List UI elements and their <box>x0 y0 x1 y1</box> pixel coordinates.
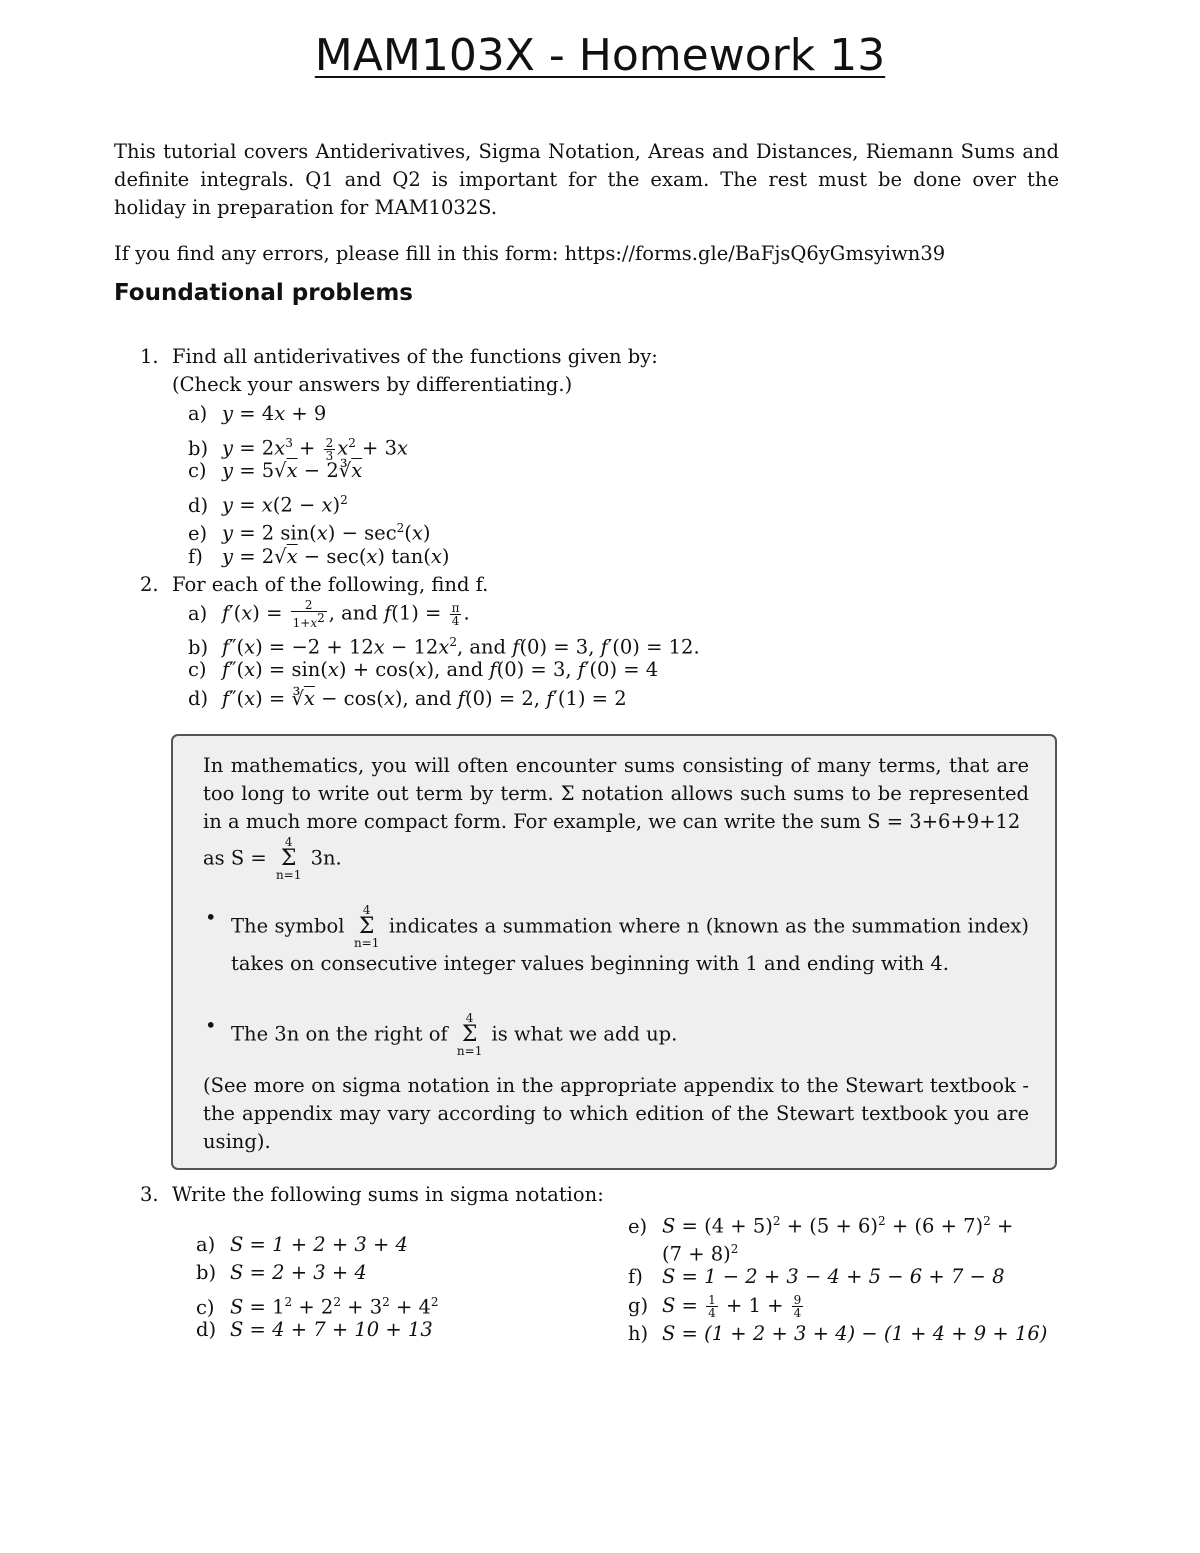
q3-item-e-cont: $(7 + 8)^2$ <box>662 1242 739 1266</box>
q1-item-e: e) y = 2 $\sin(x) - \sec^2(x)$ <box>188 521 431 545</box>
q3-item-d: d) S = 4 + 7 + 10 + 13 <box>196 1318 433 1341</box>
sigma-symbol: 4 Σ n=1 <box>456 1011 483 1058</box>
sigma-notation-box <box>171 734 1057 1170</box>
q1-item-a: a) y = 4x + 9 <box>188 402 327 425</box>
q2-item-a: a) f′(x) = $\frac{2}{1+x^2}$ , and f(1) = $\frac{\pi}{4}$ . <box>188 598 470 630</box>
q3-item-a: a) S = 1 + 2 + 3 + 4 <box>196 1233 408 1256</box>
q3-item-e: e) $S = (4 + 5)^2 + (5 + 6)^2 + (6 + 7)^2$ + <box>628 1214 1014 1238</box>
box-paragraph-2: (See more on sigma notation in the appropriate appendix to the Stewart textbook - the appendix may vary according to which edition of the Stewart textbook you are using). <box>203 1074 1029 1153</box>
question-1-note: (Check your answers by differentiating.) <box>172 373 573 396</box>
box-example-line: as S = 4 Σ n=1 3n. <box>203 835 342 882</box>
intro-paragraph: This tutorial covers Antiderivatives, Sigma Notation, Areas and Distances, Riemann Sums and definite integrals. Q1 and Q2 is important for the exam. The rest must be done over the holiday in preparation for MAM1032S. <box>114 140 1059 219</box>
q3-item-f: f) S = 1 − 2 + 3 − 4 + 5 − 6 + 7 − 8 <box>628 1265 1005 1288</box>
errors-form-line[interactable]: If you find any errors, please fill in this form: https://forms.gle/BaFjsQ6yGmsyiwn39 <box>114 242 946 265</box>
section-title: Foundational problems <box>114 280 413 306</box>
question-2: 2. For each of the following, find f. <box>140 573 489 596</box>
page-title: MAM103X - Homework 13 <box>314 30 886 81</box>
q3-item-g: g) S = $\frac{1}{4}$ + 1 + $\frac{9}{4}$ <box>628 1293 802 1320</box>
q3-item-c: c) $S = 1^2 + 2^2 + 3^2 + 4^2$ <box>196 1295 439 1319</box>
box-bullet-2: • The 3n on the right of 4 Σ n=1 is what we add up. <box>231 1012 1029 1058</box>
q2-item-c: c) f″(x) = sin(x) + cos(x), and f(0) = 3, f′(0) = 4 <box>188 658 659 681</box>
box-paragraph-1: In mathematics, you will often encounter sums consisting of many terms, that are too long to write out term by term. Σ notation allows such sums to be represented in a much more compact form. For example, we can write the sum S = 3+6+9+12 <box>203 754 1029 833</box>
q1-item-d: d) $y = x(2 - x)^2$ <box>188 493 348 517</box>
sigma-symbol: 4 Σ n=1 <box>353 903 380 950</box>
q1-item-b: b) $y = 2x^3$ + $\frac{2}{3}$ $x^2 + 3x$ <box>188 435 409 463</box>
q1-item-c: c) $y = 5√x - 2∛\overline{x}$ <box>188 459 363 482</box>
question-1: 1. Find all antiderivatives of the functions given by: <box>140 345 658 368</box>
q3-item-b: b) S = 2 + 3 + 4 <box>196 1261 367 1284</box>
q2-item-d: d) $f''(x) = ∛\overline{x} - \cos(x)$, and f(0) = 2, f′(1) = 2 <box>188 687 627 710</box>
question-3: 3. Write the following sums in sigma notation: <box>140 1183 604 1206</box>
q2-item-b: b) $f''(x) = -2 + 12x - 12x^2$, and f(0) = 3, f′(0) = 12. <box>188 635 700 659</box>
q1-item-f: f) y = 2√x − sec(x) tan(x) <box>188 545 450 568</box>
box-bullet-1: • The symbol 4 Σ n=1 indicates a summation where n (known as the summation index) takes on consecutive integer values beginning with 1 and ending with 4. <box>231 904 1029 978</box>
sigma-symbol: 4 Σ n=1 <box>275 835 302 882</box>
q3-item-h: h) S = (1 + 2 + 3 + 4) − (1 + 4 + 9 + 16) <box>628 1322 1048 1345</box>
